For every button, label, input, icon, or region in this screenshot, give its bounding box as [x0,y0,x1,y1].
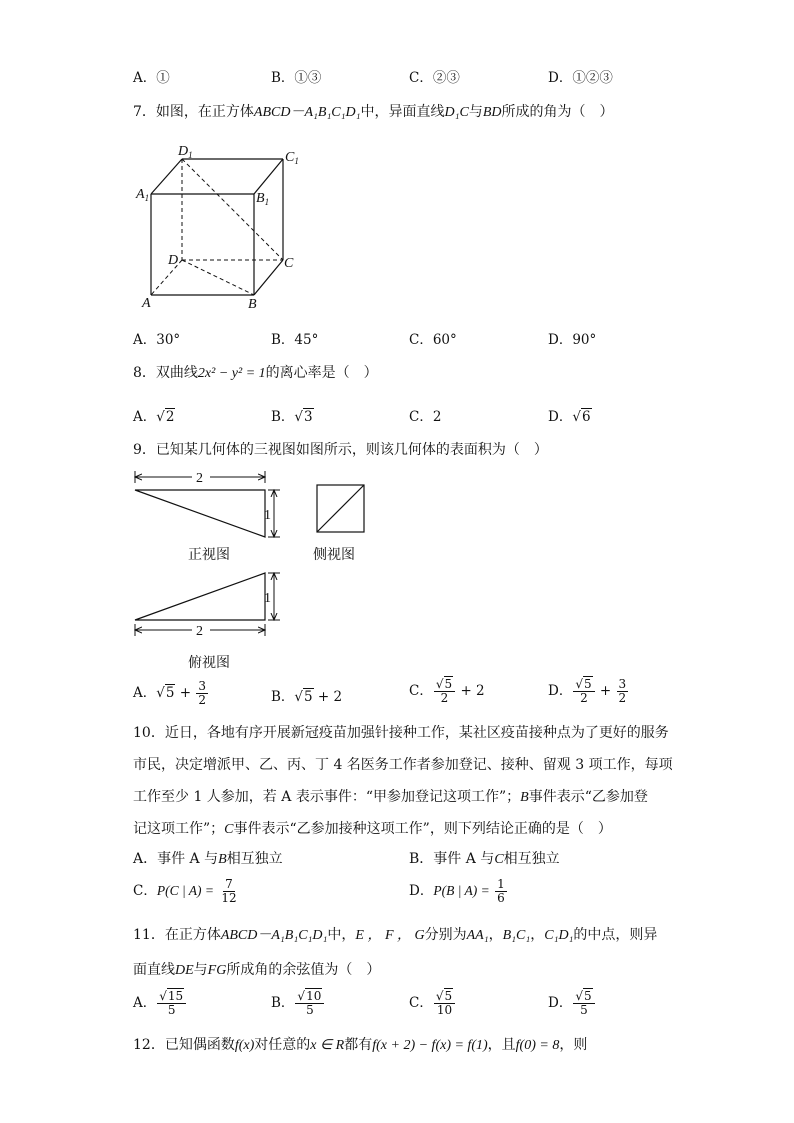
label-d: D [168,253,179,268]
front-view-triangle [135,490,265,537]
front-view-label: 正视图 [188,547,230,563]
edge-b1c1 [254,159,283,194]
q10-line-4: 记这项工作”；C事件表示“乙参加接种这项工作”，则下列结论正确的是（ ） [133,821,612,837]
q6-option-b: B．①③ [271,70,322,86]
q8-stem: 8．双曲线2x² − y² = 1的离心率是（ ） [133,365,378,381]
q7-stem: 7．如图，在正方体ABCD－A₁B₁C₁D₁中，异面直线D₁C与BD所成的角为（ ） [133,104,614,120]
q7-option-d: D．90° [548,332,597,348]
top-view-triangle [135,573,265,620]
q10-line-2: 市民，决定增派甲、乙、丙、丁 4 名医务工作者参加登记、接种、留观 3 项工作，每项 [133,757,673,773]
edge-bc [254,260,283,295]
q9-option-c: C． $\frac{√5}{2}$ + 2 [409,677,485,705]
top-view-label: 俯视图 [188,655,230,671]
q11-option-a: A． $\frac{√15}{5}$ [133,990,187,1017]
q8-option-c: C．2 [409,409,442,425]
label-c: C [284,256,294,271]
q9-three-views [130,465,380,675]
label-c1: $C_1$ [285,150,299,166]
q8-option-b: B．√3 [271,409,313,425]
front-dim-2: 2 [196,471,203,486]
label-d1: $D_1$ [178,144,193,160]
q9-option-d: D． $\frac{√5}{2}$ + $\frac{3}{2}$ [548,677,627,705]
q6-option-c: C．②③ [409,70,460,86]
side-view-label: 侧视图 [313,547,355,563]
q8-option-a: A．√2 [133,409,175,425]
q10-option-c: C．P(C | A) = $\frac{7}{12}$ [133,877,237,905]
label-b: B [248,297,257,312]
q11-option-b: B． $\frac{√10}{5}$ [271,990,325,1017]
q11-option-c: C． $\frac{√5}{10}$ [409,990,456,1017]
top-dim-1: 1 [264,591,271,606]
q9-option-a: A．√5 + $\frac{3}{2}$ [133,679,206,707]
q11-line-1: 11．在正方体ABCD－A₁B₁C₁D₁中，E ， F ， G分别为AA₁，B₁C₁，C₁D₁的中点，则异 [133,927,658,943]
q7-cube-figure [130,140,310,315]
q9-option-b: B．√5 + 2 [271,689,343,705]
edge-d1a1 [151,159,182,194]
q6-option-a: A．① [133,70,170,86]
q7-option-a: A．30° [133,332,181,348]
q10-option-d: D．P(B | A) = $\frac{1}{6}$ [409,877,505,905]
q9-stem: 9．已知某几何体的三视图如图所示，则该几何体的表面积为（ ） [133,442,548,458]
q10-line-3: 工作至少 1 人参加，若 A 表示事件：“甲参加登记这项工作”；B事件表示“乙参加登 [133,789,648,805]
label-b1: $B_1$ [256,191,270,207]
q11-line-2: 面直线DE与FG所成角的余弦值为（ ） [133,962,381,978]
label-a: A [142,296,151,311]
diagonal-d1c [182,159,283,260]
label-a1: $A_1$ [136,187,150,203]
q6-option-d: D．①②③ [548,70,613,86]
diagonal-bd [182,260,254,295]
top-dim-2: 2 [196,624,203,639]
q12-stem: 12．已知偶函数f(x)对任意的x ∈ R都有f(x + 2) − f(x) = f(1)，且f(0) = 8，则 [133,1037,588,1053]
q10-option-b: B．事件 A 与C相互独立 [409,851,560,867]
q11-option-d: D． $\frac{√5}{5}$ [548,990,596,1017]
front-dim-1: 1 [264,508,271,523]
q10-line-1: 10．近日，各地有序开展新冠疫苗加强针接种工作，某社区疫苗接种点为了更好的服务 [133,725,669,741]
q7-option-c: C．60° [409,332,457,348]
q8-option-d: D．√6 [548,409,591,425]
q10-option-a: A．事件 A 与B相互独立 [133,851,283,867]
q7-option-b: B．45° [271,332,319,348]
